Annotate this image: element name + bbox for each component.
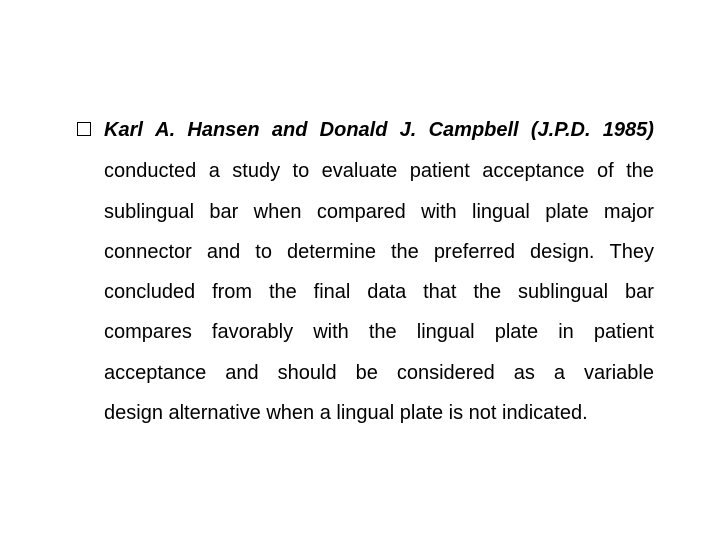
paragraph-line: concluded from the final data that the sublingual bar bbox=[104, 281, 654, 303]
citation-line: Karl A. Hansen and Donald J. Campbell (J.P.D. 1985) bbox=[104, 119, 654, 141]
paragraph-line: design alternative when a lingual plate is not indicated. bbox=[104, 402, 588, 424]
paragraph-line: connector and to determine the preferred design. They bbox=[104, 241, 654, 263]
paragraph-line: sublingual bar when compared with lingual plate major bbox=[104, 201, 654, 223]
paragraph-line: acceptance and should be considered as a variable bbox=[104, 362, 654, 384]
checkbox-square-icon bbox=[77, 122, 91, 136]
paragraph-line: conducted a study to evaluate patient acceptance of the bbox=[104, 160, 654, 182]
paragraph-line: compares favorably with the lingual plate in patient bbox=[104, 321, 654, 343]
